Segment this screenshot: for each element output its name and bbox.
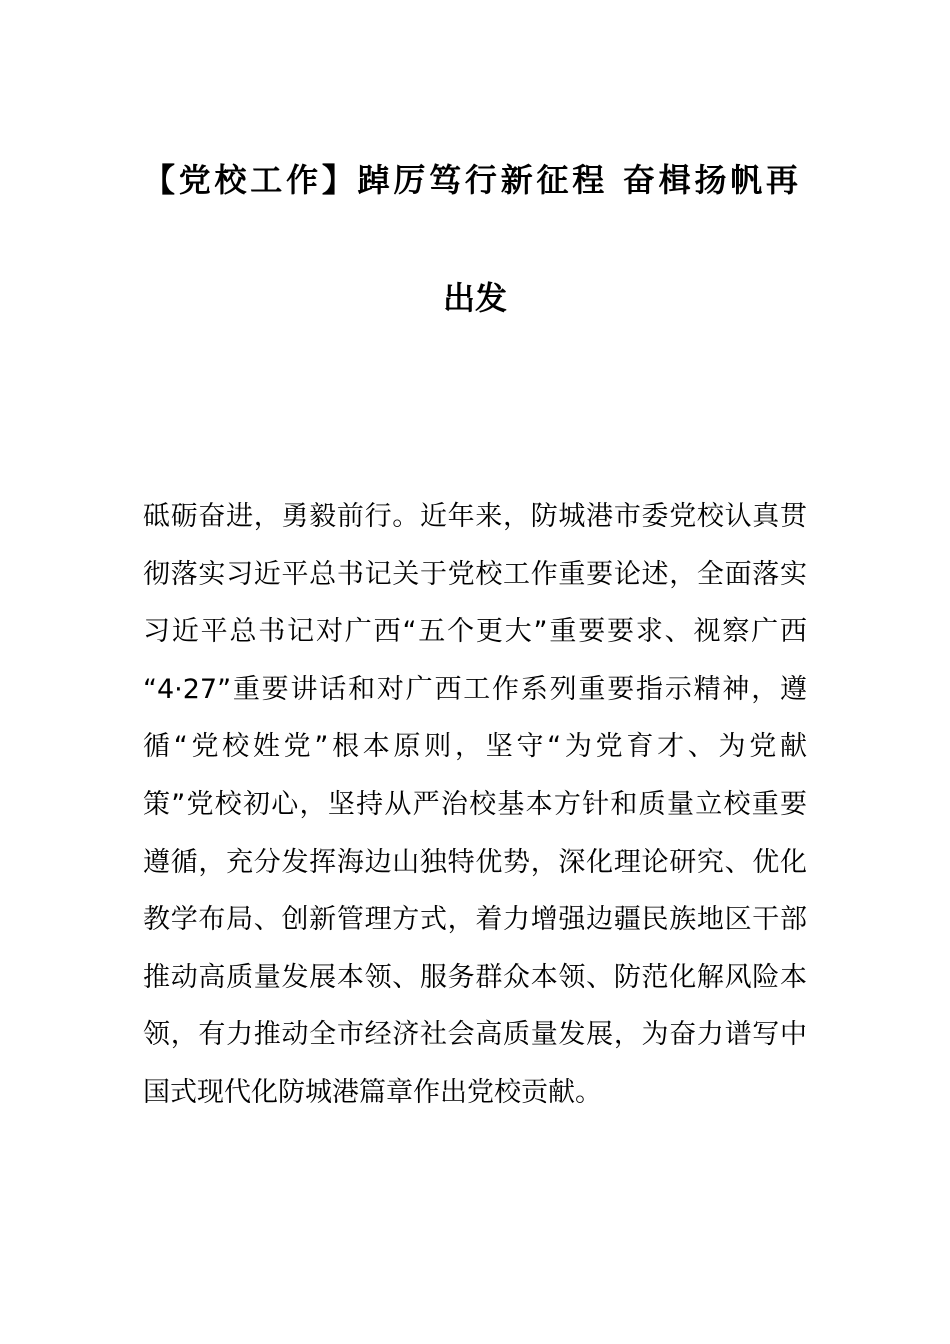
- paragraph-line: 砥砺奋进，勇毅前行。近年来，防城港市委党校认真贯: [143, 501, 807, 532]
- paragraph-line: 策”党校初心，坚持从严治校基本方针和质量立校重要: [143, 788, 807, 820]
- body-paragraph: [143, 488, 807, 1122]
- document-title-line-1: 【党校工作】踔厉笃行新征程 奋楫扬帆再: [143, 161, 798, 199]
- paragraph-line: 循“党校姓党”根本原则，坚守“为党育才、为党献: [143, 731, 807, 763]
- paragraph-line-last: 国式现代化防城港篇章作出党校贡献。: [143, 1076, 602, 1108]
- paragraph-line: 推动高质量发展本领、服务群众本领、防范化解风险本: [143, 961, 807, 993]
- paragraph-line: 遵循，充分发挥海边山独特优势，深化理论研究、优化: [143, 846, 807, 878]
- paragraph-line: “4·27”重要讲话和对广西工作系列重要指示精神，遵: [143, 673, 807, 705]
- paragraph-line: 习近平总书记对广西“五个更大”重要要求、视察广西: [143, 616, 807, 648]
- paragraph-line: 教学布局、创新管理方式，着力增强边疆民族地区干部: [143, 904, 807, 936]
- paragraph-line: 领，有力推动全市经济社会高质量发展，为奋力谱写中: [143, 1019, 807, 1051]
- paragraph-line: 彻落实习近平总书记关于党校工作重要论述，全面落实: [143, 558, 807, 590]
- document-title-line-2: 出发: [442, 279, 507, 317]
